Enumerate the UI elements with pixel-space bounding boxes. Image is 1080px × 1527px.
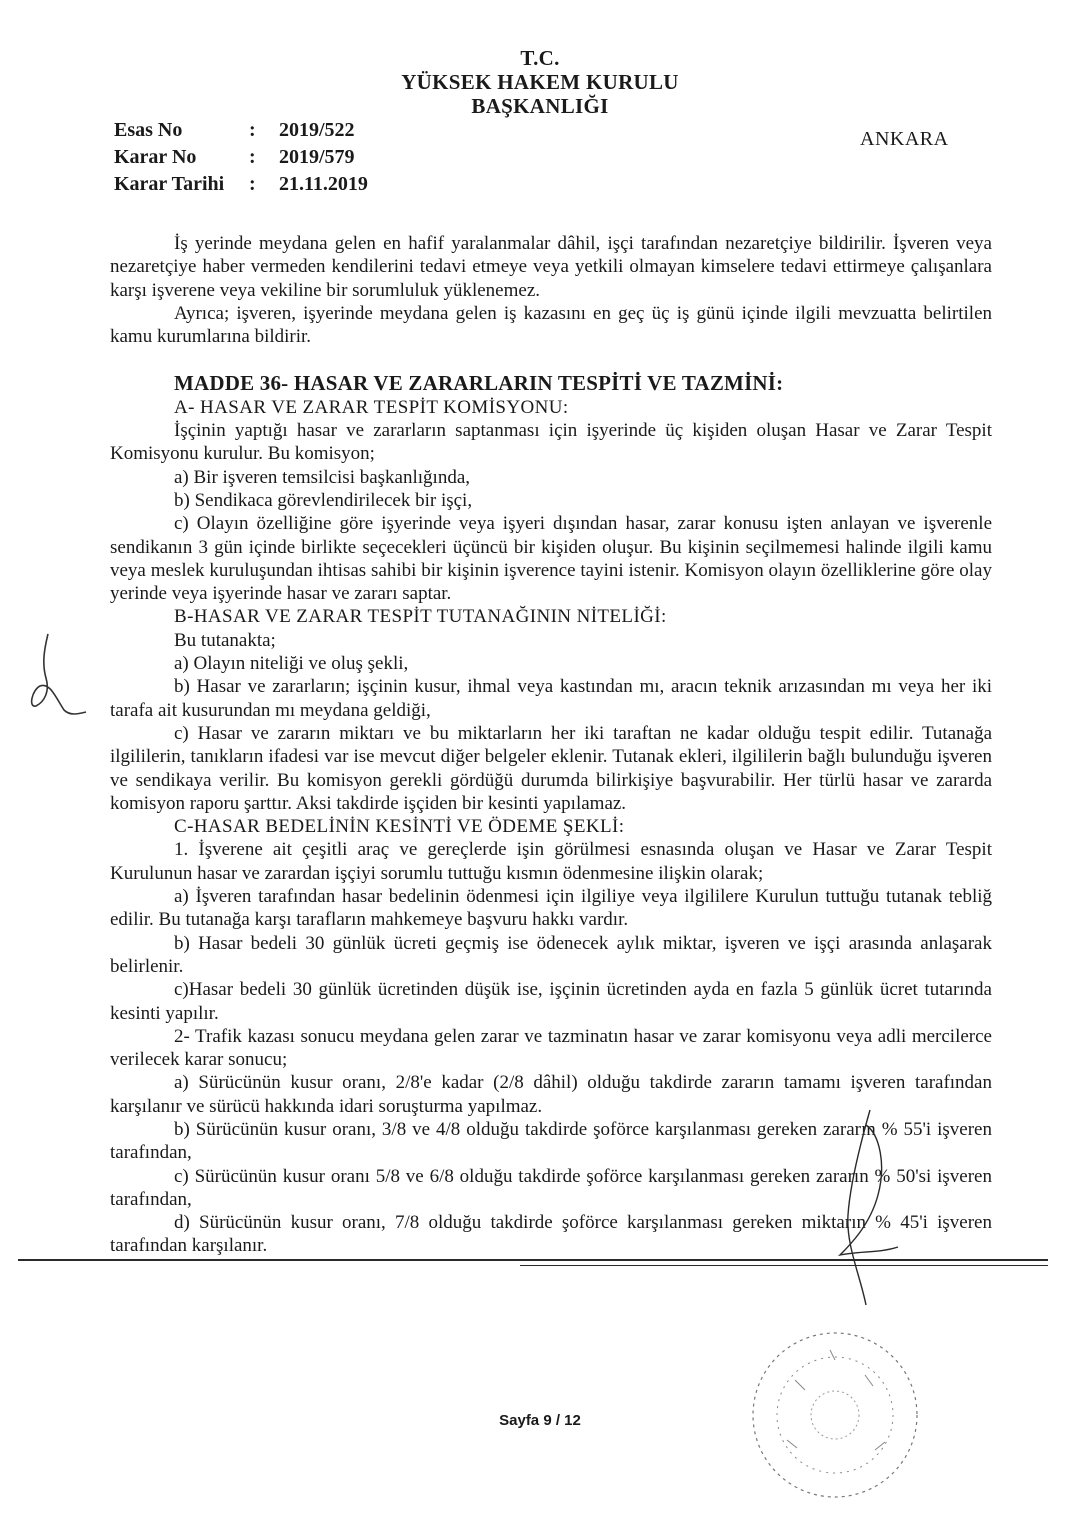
meta-value: 2019/579 xyxy=(279,146,355,168)
header-presidency: BAŞKANLIĞI xyxy=(471,94,609,118)
meta-value: 2019/522 xyxy=(279,119,355,141)
margin-initial-mark xyxy=(20,630,90,720)
section-a-intro: İşçinin yaptığı hasar ve zararların saptanması için işyerinde üç kişiden oluşan Hasar ve Zarar Tespit Komisyonu kurulur. Bu komisyon; xyxy=(110,420,992,465)
section-a-item-c: c) Olayın özelliğine göre işyerinde veya işyeri dışından hasar, zarar konusu işten anlayan ve işverenle sendikanın 3 gün içinde birlikte seçecekleri üçüncü bir kişiden oluşur. Bu kişinin seçilmemesi halinde ilgili kamu veya meslek kuruluşundan ihtisas sahibi bir kişinin işverence tayini istenir. Komisyon olayın özelliklerine göre olay yerinde veya işyerinde hasar ve zararı saptar. xyxy=(110,513,992,605)
paragraph-injury-report: İş yerinde meydana gelen en hafif yaralanmalar dâhil, işçi tarafından nezaretçiye bildirilir. İşveren veya nezaretçiye haber vermeden kendilerini tedavi etmeye veya yetkili olmayan kimselere tedavi ettirmeye çalışanlara karşı işverene veya vekiline bir sorumluluk yüklenemez. xyxy=(110,233,992,301)
section-c-item-1: 1. İşverene ait çeşitli araç ve gereçlerde işin görülmesi esnasında oluşan ve Hasar ve Zarar Tespit Kurulunun hasar ve zarardan işçiyi sorumlu tuttuğu kısmın ödenmesine ilişkin olarak; xyxy=(110,839,992,884)
section-c-item-2: 2- Trafik kazası sonucu meydana gelen zarar ve tazminatın hasar ve zarar komisyonu veya adli mercilerce verilecek karar sonucu; xyxy=(110,1025,992,1071)
meta-row-karar xyxy=(114,144,368,171)
signature-mark xyxy=(820,1105,910,1315)
section-b-item-a: a) Olayın niteliği ve oluş şekli, xyxy=(174,653,409,675)
header-court-name: YÜKSEK HAKEM KURULU xyxy=(401,70,679,94)
meta-separator: : xyxy=(249,146,256,168)
institution-header xyxy=(380,46,700,118)
section-b-heading: B-HASAR VE ZARAR TESPİT TUTANAĞININ NİTELİĞİ: xyxy=(174,606,667,628)
paragraph-accident-notice: Ayrıca; işveren, işyerinde meydana gelen iş kazasını en geç üç iş günü içinde ilgili mevzuatta belirtilen kamu kurumlarına bildirir. xyxy=(110,302,992,348)
section-c-item-2b: b) Sürücünün kusur oranı, 3/8 ve 4/8 olduğu takdirde şoförce karşılanması gereken zararın % 55'i işveren tarafından, xyxy=(110,1118,992,1164)
section-b-item-b: b) Hasar ve zararların; işçinin kusur, ihmal veya kastından mı, aracın teknik arızasından mı veya her iki tarafa ait kusurundan mı meydana geldiği, xyxy=(110,676,992,721)
section-b-intro: Bu tutanakta; xyxy=(174,629,276,651)
meta-label: Karar No xyxy=(114,146,197,168)
section-c-heading: C-HASAR BEDELİNİN KESİNTİ VE ÖDEME ŞEKLİ: xyxy=(174,816,625,838)
section-a-heading: A- HASAR VE ZARAR TESPİT KOMİSYONU: xyxy=(174,396,569,418)
section-a-item-a: a) Bir işveren temsilcisi başkanlığında, xyxy=(174,466,471,488)
ruled-line xyxy=(520,1265,1048,1266)
section-c-item-2a: a) Sürücünün kusur oranı, 2/8'e kadar (2/8 dâhil) olduğu takdirde zararın tamamı işveren tarafından karşılanır ve sürücü hakkında idari soruşturma yapılmaz. xyxy=(110,1072,992,1117)
meta-value: 21.11.2019 xyxy=(279,173,368,195)
meta-label: Karar Tarihi xyxy=(114,173,225,195)
document-body xyxy=(110,232,992,1258)
article-heading: MADDE 36- HASAR VE ZARARLARIN TESPİTİ VE TAZMİNİ: xyxy=(174,371,784,396)
header-tc: T.C. xyxy=(520,46,560,70)
page-number: Sayfa 9 / 12 xyxy=(499,1412,581,1429)
section-c-item-2c: c) Sürücünün kusur oranı 5/8 ve 6/8 olduğu takdirde şoförce karşılanması gereken zararın % 50'si işveren tarafından, xyxy=(110,1165,992,1210)
meta-row-esas xyxy=(114,117,368,144)
section-a-item-b: b) Sendikaca görevlendirilecek bir işçi, xyxy=(174,489,473,511)
case-metadata xyxy=(114,117,368,198)
meta-separator: : xyxy=(249,119,256,141)
city-label: ANKARA xyxy=(860,128,949,150)
section-c-item-1c: c)Hasar bedeli 30 günlük ücretinden düşük ise, işçinin ücretinden ayda en fazla 5 günlük ücret tutarında kesinti yapılır. xyxy=(110,979,992,1024)
section-c-item-1b: b) Hasar bedeli 30 günlük ücreti geçmiş ise ödenecek aylık miktar, işveren ve işçi arasında anlaşarak belirlenir. xyxy=(110,932,992,977)
section-c-item-1a: a) İşveren tarafından hasar bedelinin ödenmesi için ilgiliye veya ilgililere Kurulun tuttuğu tutanak tebliğ edilir. Bu tutanağa karşı tarafların mahkemeye başvuru hakkı vardır. xyxy=(110,886,992,931)
meta-separator: : xyxy=(249,173,256,195)
meta-row-date xyxy=(114,171,368,198)
section-b-item-c: c) Hasar ve zararın miktarı ve bu miktarların her iki taraftan ne kadar olduğu tespit edilir. Tutanağa ilgililerin, tanıkların ifadesi var ise mevcut diğer belgeler eklenir. Tutanak ekleri, ilgililerin bağlı bulunduğu işveren ve sendikaya verilir. Bu komisyon gerekli gördüğü durumda bilirkişiye başvurabilir. Her türlü hasar ve zararda komisyon raporu şarttır. Aksi takdirde işçiden bir kesinti yapılamaz. xyxy=(110,722,992,814)
section-c-item-2d: d) Sürücünün kusur oranı, 7/8 olduğu takdirde şoförce karşılanması gereken miktarın % 45'i işveren tarafından karşılanır. xyxy=(110,1212,992,1257)
meta-label: Esas No xyxy=(114,119,183,141)
